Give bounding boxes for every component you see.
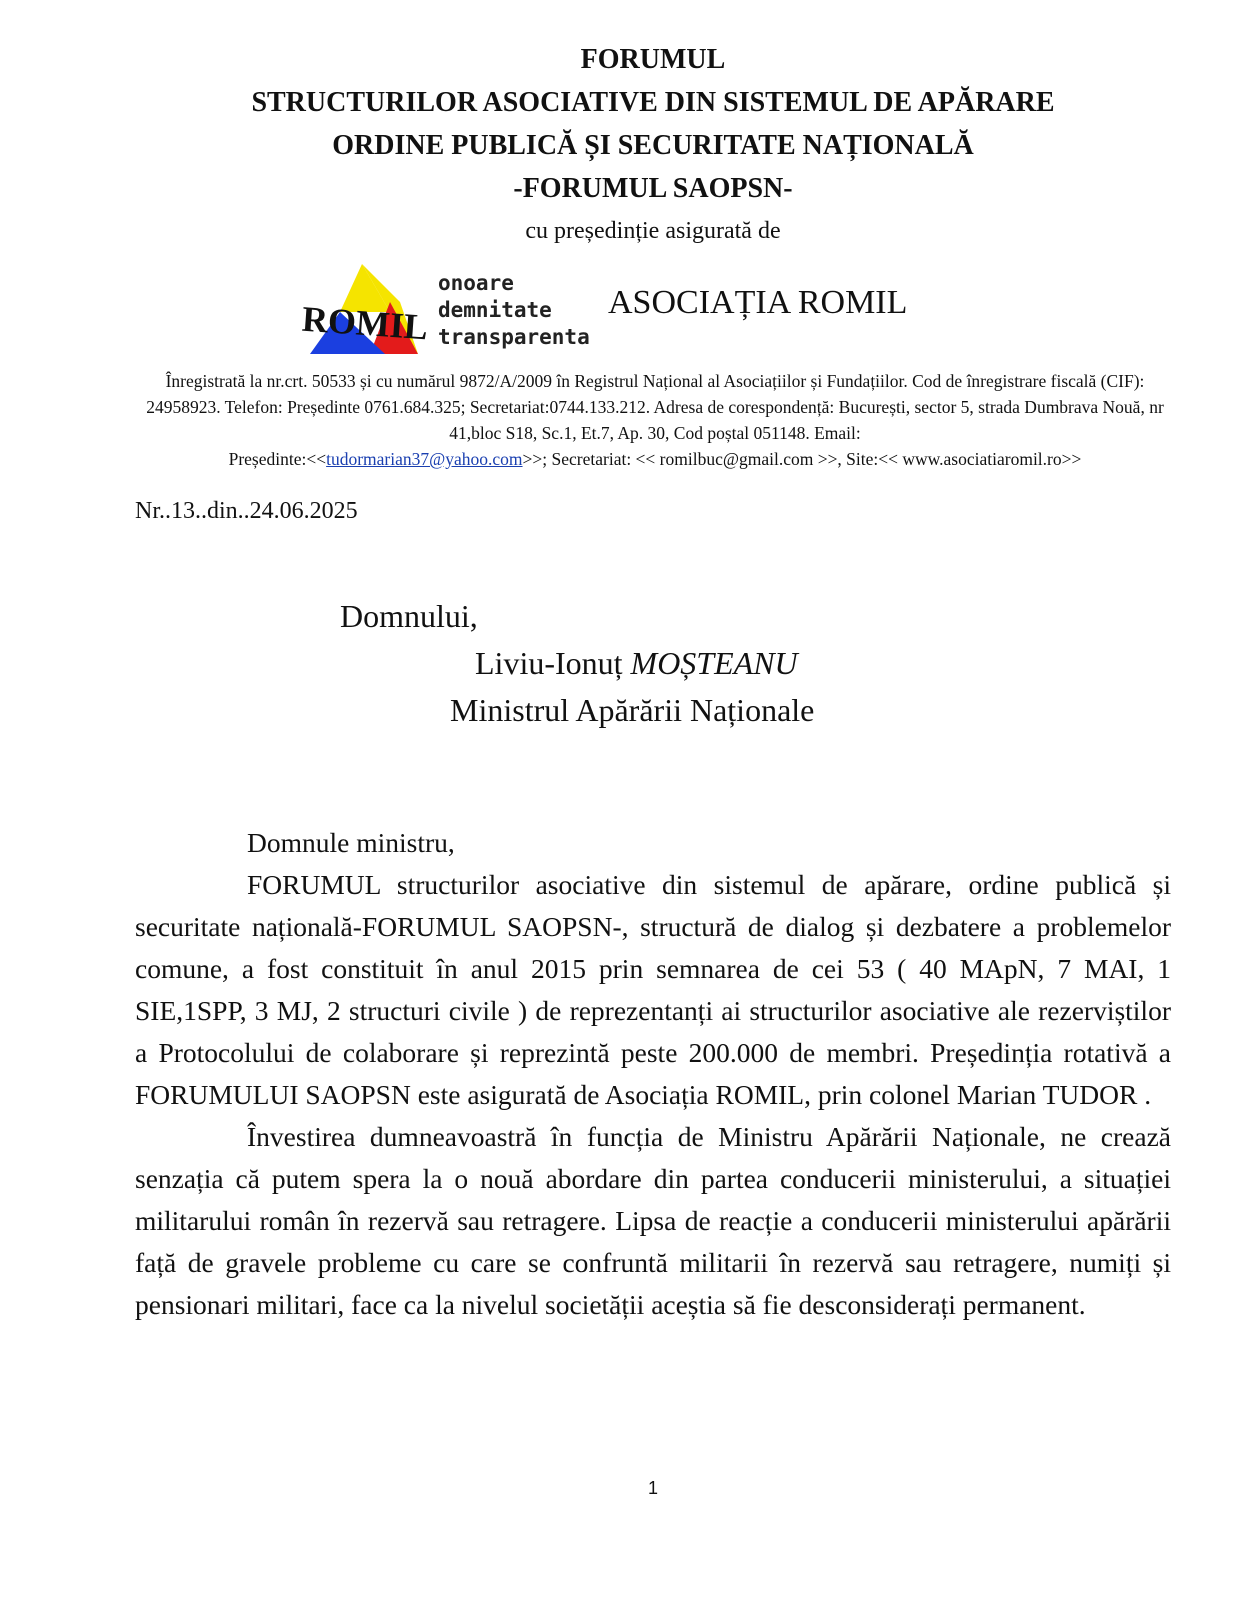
addressee-title: Ministrul Apărării Naționale [450, 692, 815, 728]
presidency-note: cu președinție asigurată de [525, 218, 781, 244]
svg-text:onoare: onoare [438, 271, 514, 295]
last-name: MOȘTEANU [630, 645, 798, 681]
president-email-link[interactable]: tudormarian37@yahoo.com [326, 449, 523, 469]
page-number: 1 [647, 1478, 658, 1498]
svg-text:ROMIL: ROMIL [300, 298, 430, 348]
email-prefix: Președinte:<< [228, 449, 327, 469]
first-name: Liviu-Ionuț [475, 645, 631, 681]
registration-info [135, 368, 1175, 472]
letter-body [135, 822, 1171, 1326]
forum-acronym: -FORUMUL SAOPSN- [513, 173, 793, 204]
letterhead [0, 38, 1236, 253]
forum-subtitle-1: STRUCTURILOR ASOCIATIVE DIN SISTEMUL DE APĂRARE [251, 87, 1055, 118]
forum-subtitle-2: ORDINE PUBLICĂ ȘI SECURITATE NAȚIONALĂ [332, 130, 974, 161]
email-suffix: >>; Secretariat: << romilbuc@gmail.com >>, Site:<< www.asociatiaromil.ro>> [522, 449, 1082, 469]
addressee-name [475, 645, 798, 682]
addressee-salutation: Domnului, [340, 598, 478, 634]
document-number: Nr..13..din..24.06.2025 [135, 498, 358, 524]
forum-title: FORUMUL [580, 44, 726, 75]
association-name: ASOCIAȚIA ROMIL [608, 284, 908, 321]
romil-logo [300, 262, 590, 357]
greeting: Domnule ministru, [247, 827, 455, 858]
registration-text: Înregistrată la nr.crt. 50533 și cu numărul 9872/A/2009 în Registrul Național al Asociațiilor și Fundațiilor. Cod de înregistrare fiscală (CIF): 24958923. Telefon: Președinte 0761.684.325; Secretariat:0744.133.212. Adresa de corespondență: București, sector 5, strada Dumbrava Nouă, nr 41,bloc S18, Sc.1, Et.7, Ap. 30, Cod poștal 051148. Email: [146, 371, 1164, 443]
svg-text:transparenta: transparenta [438, 325, 590, 349]
svg-text:demnitate: demnitate [438, 298, 552, 322]
paragraph: Învestirea dumneavoastră în funcția de Ministru Apărării Naționale, ne crează senzația că putem spera la o nouă abordare din partea conducerii ministerului, a situației militarului român în rezervă sau retragere. Lipsa de reacție a conducerii ministerului apărării față de gravele probleme cu care se confruntă militarii în rezervă sau retragere, numiți și pensionari militari, face ca la nivelul societății aceștia să fie desconsiderați permanent. [135, 1121, 1171, 1320]
paragraph: FORUMUL structurilor asociative din sistemul de apărare, ordine publică și securitate națională-FORUMUL SAOPSN-, structură de dialog și dezbatere a problemelor comune, a fost constituit în anul 2015 prin semnarea de cei 53 ( 40 MApN, 7 MAI, 1 SIE,1SPP, 3 MJ, 2 structuri civile ) de reprezentanți ai structurilor asociative ale rezerviștilor a Protocolului de colaborare și reprezintă peste 200.000 de membri. Președinția rotativă a FORUMULUI SAOPSN este asigurată de Asociația ROMIL, prin colonel Marian TUDOR . [135, 869, 1171, 1110]
